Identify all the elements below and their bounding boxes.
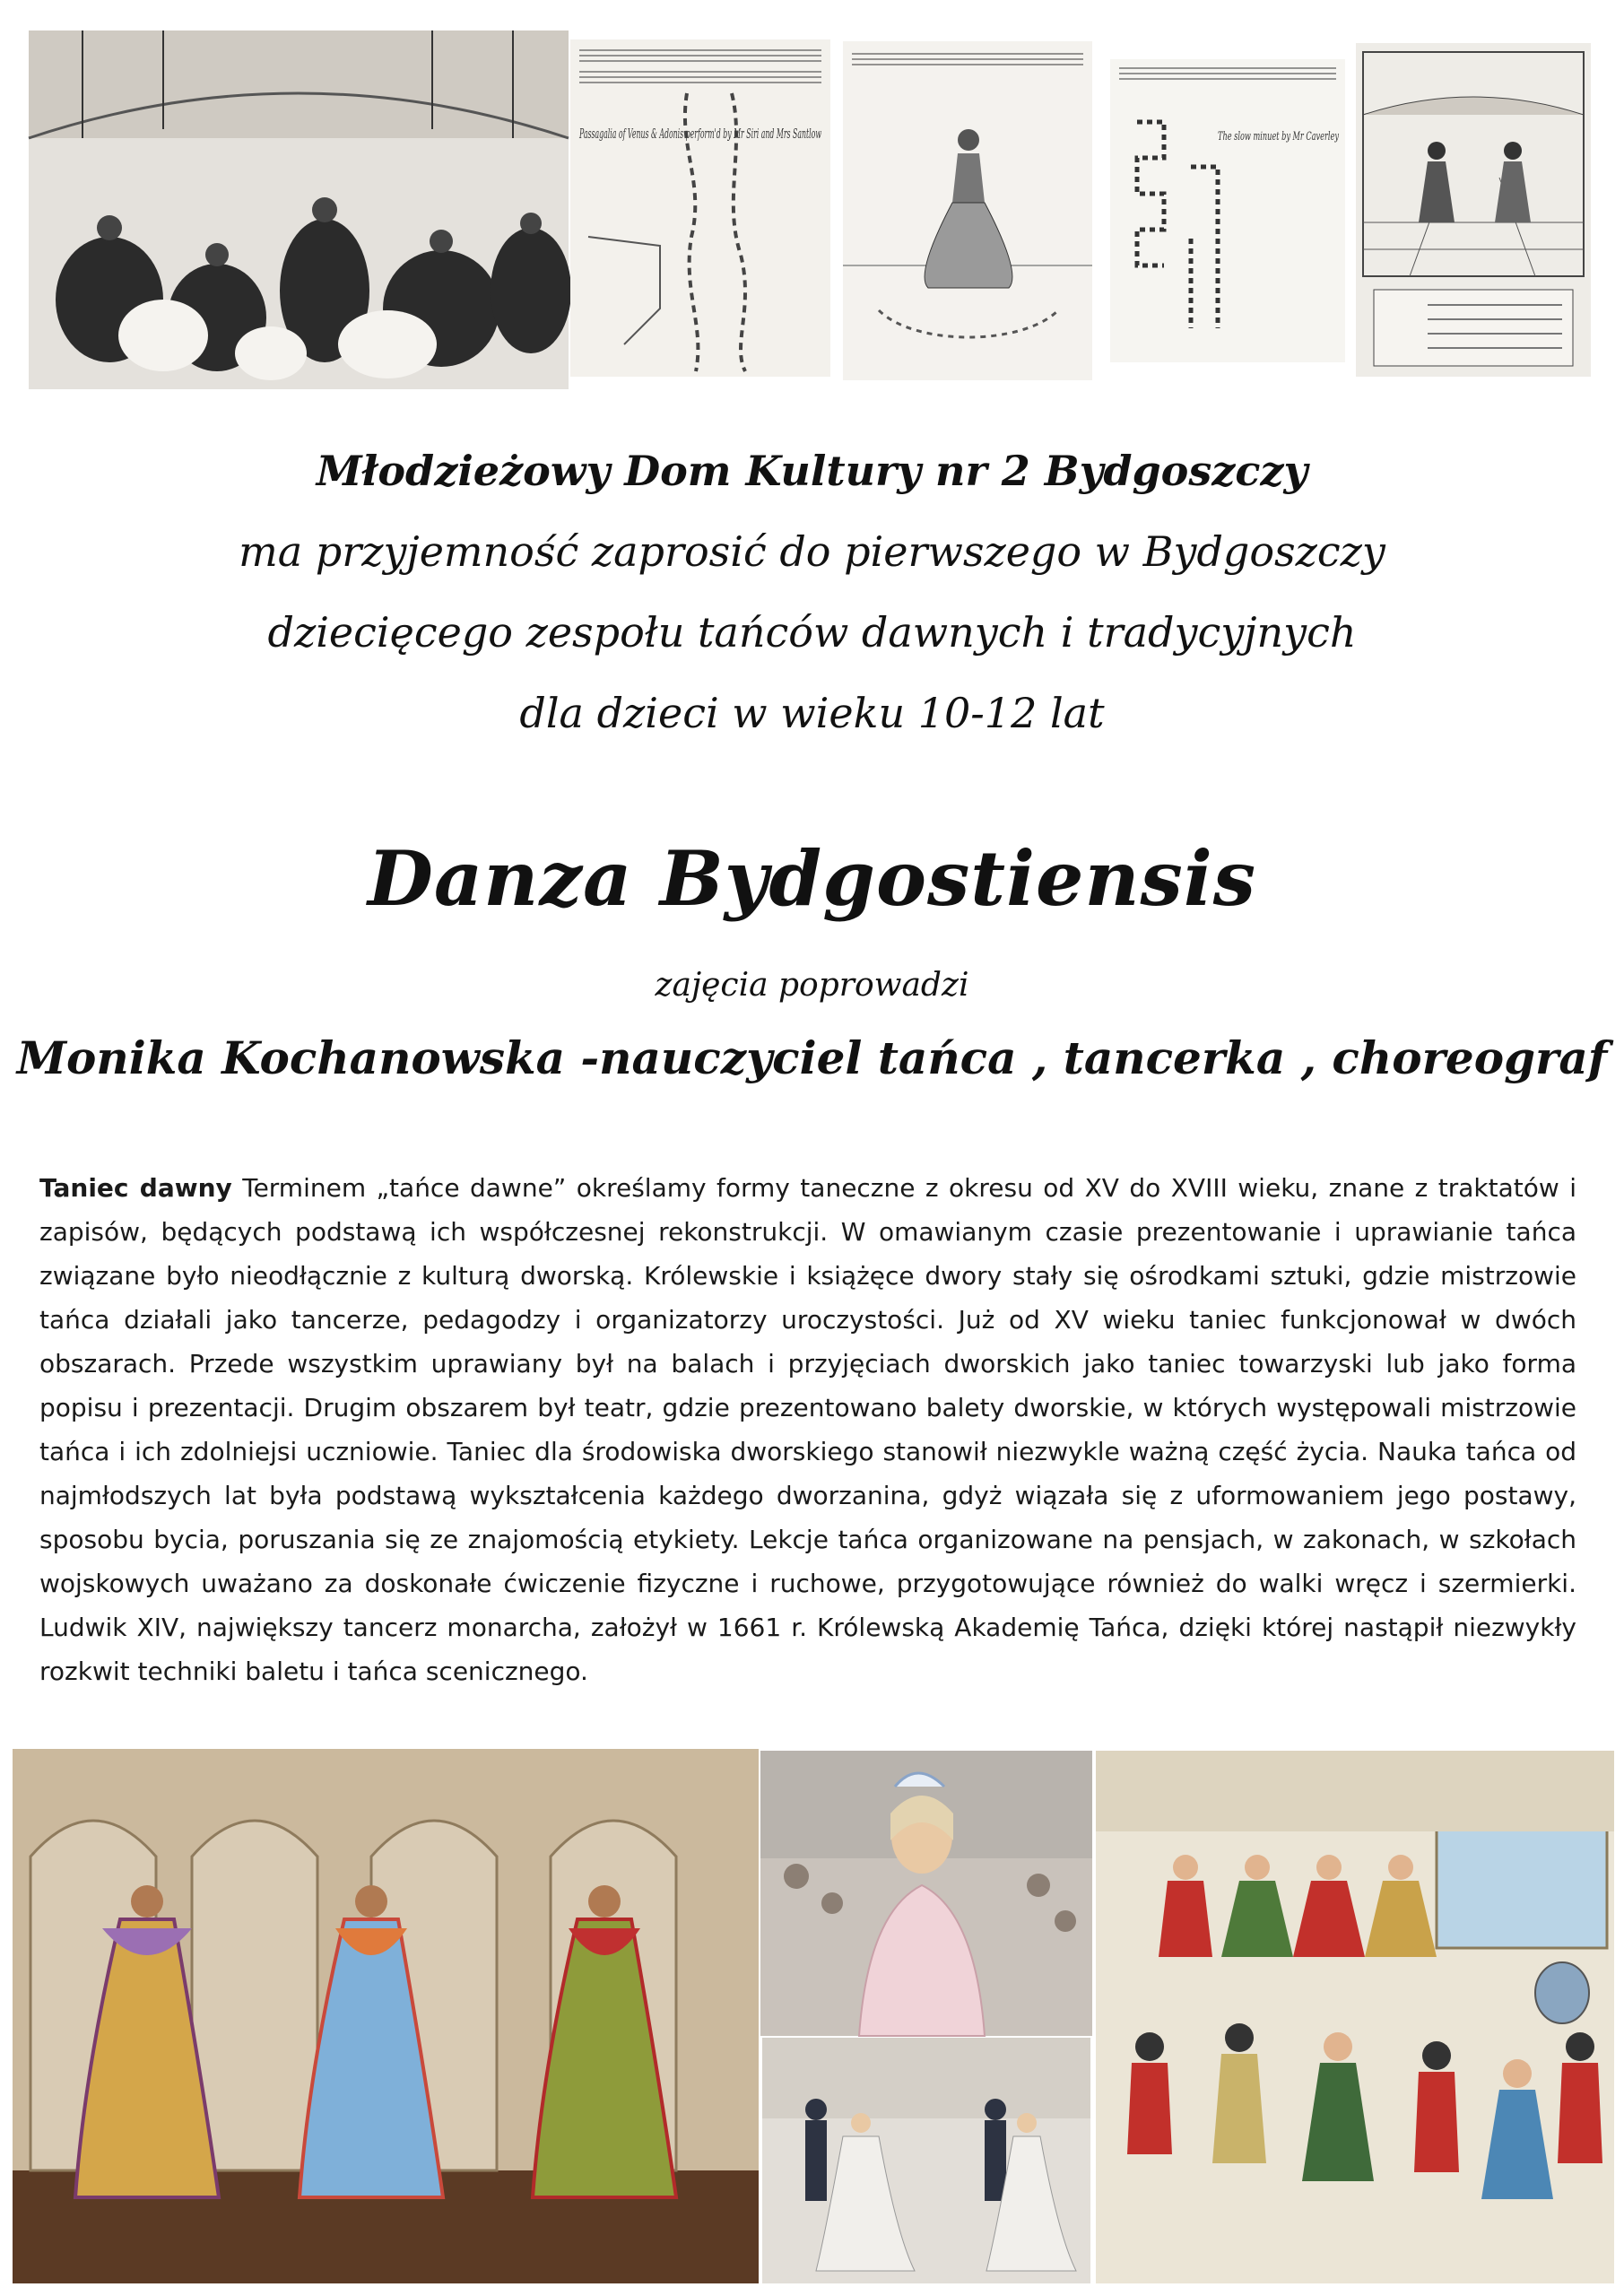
ballroom-engraving-image xyxy=(29,30,569,389)
instructor-photo xyxy=(760,1751,1092,2036)
ballroom-couples-painting-image xyxy=(762,2038,1090,2283)
description-paragraph xyxy=(39,1166,1576,1693)
baroque-dancer-image xyxy=(843,41,1092,380)
description-text: Terminem „tańce dawne” określamy formy taneczne z okresu od XV do XVIII wieku, znane z traktatów i zapisów, będących podstawą ich współczesnej rekonstrukcji. W omawianym czasie prezentowanie i uprawianie tańca związane było nieodłącznie z kulturą dworską. Królewskie i książęce dwory stały się ośrodkami sztuki, gdzie mistrzowie tańca działali jako tancerze, pedagodzy i organizatorzy uroczystości. Już od XV wieku taniec funkcjonował w dwóch obszarach. Przede wszystkim uprawiany był na balach i przyjęciach dworskich jako taniec towarzyski lub jako forma popisu i prezentacji. Drugim obszarem był teatr, gdzie prezentowano balety dworskie, w których występowali mistrzowie tańca i ich zdolniejsi uczniowie. Taniec dla środowiska dworskiego stanowił niezwykle ważną część życia. Nauka tańca od najmłodszych lat była podstawą wykształcenia każdego dworzanina, gdyż wiązała się z uformowaniem jego postawy, sposobu bycia, poruszania się ze znajomością etykiety. Lekcje tańca organizowane na pensjach, w zakonach, w szkołach wojskowych uważano za doskonałe ćwiczenie fizyczne i ruchowe, przygotowujące również do walki wręcz i szermierki. Ludwik XIV, największy tancerz monarcha, założył w 1661 r. Królewską Akademię Tańca, dzięki której nastąpił niezwykły rozkwit techniki baletu i tańca scenicznego. xyxy=(39,1173,1576,1686)
description-lead: Taniec dawny xyxy=(39,1173,232,1203)
indian-dancers-painting-image xyxy=(13,1749,759,2283)
ensemble-name-title: Danza Bydgostiensis xyxy=(367,834,1257,923)
host-institution-line: Młodzieżowy Dom Kultury nr 2 Bydgoszczy xyxy=(316,447,1308,495)
passagalia-caption: Passagalia of Venus & Adonis perform'd by Mr Siri and Mrs Santlow xyxy=(578,126,822,142)
led-by-label: zajęcia poprowadzi xyxy=(655,967,969,1004)
instructor-line: Monika Kochanowska -nauczyciel tańca , tancerka , choreograf xyxy=(16,1031,1608,1084)
invitation-line-3: dziecięcego zespołu tańców dawnych i tradycyjnych xyxy=(267,608,1357,657)
stage-dancers-engraving-image xyxy=(1356,43,1591,377)
age-group-line: dla dzieci w wieku 10-12 lat xyxy=(519,689,1105,737)
minuet-caption: The slow minuet by Mr Caverley xyxy=(1218,130,1340,144)
minuet-notation-image xyxy=(1110,59,1345,362)
passagalia-notation-image xyxy=(570,39,830,377)
invitation-line-2: ma przyjemność zaprosić do pierwszego w Bydgoszczy xyxy=(239,527,1385,576)
renaissance-dance-painting-image xyxy=(1096,1751,1614,2283)
